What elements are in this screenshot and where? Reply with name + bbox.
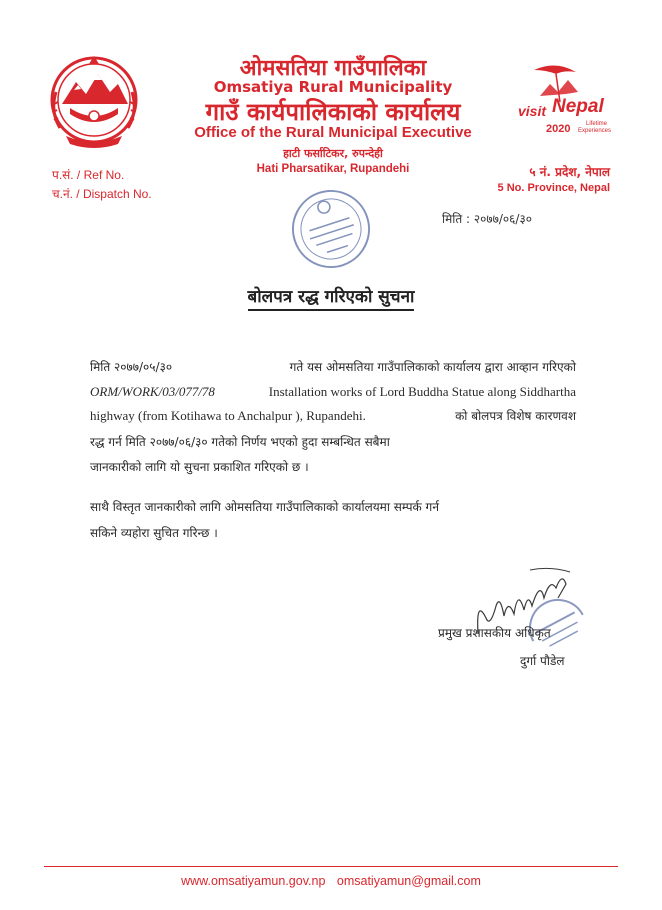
visit-tagline-2: Experiences xyxy=(578,128,612,134)
visit-word: visit xyxy=(518,103,547,119)
municipality-name-en: Omsatiya Rural Municipality xyxy=(213,78,453,96)
visit-nepal-logo xyxy=(516,62,626,136)
date-value: २०७७/०६/३० xyxy=(473,212,532,226)
address-en: Hati Pharsatikar, Rupandehi xyxy=(256,163,410,175)
office-name-en: Office of the Rural Municipal Executive xyxy=(194,124,472,141)
body-line-6: साथै विस्तृत जानकारीको लागि ओमसतिया गाउँपालिकाको कार्यालयमा सम्पर्क गर्न xyxy=(90,500,439,514)
body-l1-date: मिति २०७७/०५/३० xyxy=(90,360,173,374)
municipality-name-np: ओमसतिया गाउँपालिका xyxy=(239,56,427,81)
body-line-2 xyxy=(90,383,576,401)
office-seal-stamp xyxy=(288,186,374,272)
notice-title xyxy=(0,284,662,307)
footer-website: www.omsatiyamun.gov.np xyxy=(181,874,326,888)
nepal-emblem-icon xyxy=(48,52,140,150)
footer-contact xyxy=(0,874,662,888)
province-np: ५ नं. प्रदेश, नेपाल xyxy=(529,165,610,179)
nepal-word: Nepal xyxy=(552,96,604,117)
signatory-name: दुर्गा पौडेल xyxy=(520,654,565,668)
signatory-title: प्रमुख प्रशासकीय अधिकृत xyxy=(438,626,551,640)
footer-divider xyxy=(44,866,618,867)
dispatch-no-label: च.नं. / Dispatch No. xyxy=(52,187,152,201)
body-l3-np: को बोलपत्र विशेष कारणवश xyxy=(455,409,576,423)
footer-email: omsatiyamun@gmail.com xyxy=(336,874,481,888)
body-line-1 xyxy=(90,358,576,376)
ref-no-label: प.सं. / Ref No. xyxy=(52,168,125,182)
tender-reference: ORM/WORK/03/077/78 xyxy=(90,384,215,399)
address-np: हाटी फर्साटिकर, रुपन्देही xyxy=(283,147,383,160)
body-line-5: जानकारीको लागि यो सुचना प्रकाशित गरिएको छ । xyxy=(90,460,309,474)
date-label: मिति : xyxy=(442,212,471,226)
body-l1-rest: गते यस ओमसतिया गाउँपालिकाको कार्यालय द्वारा आव्हान गरिएको xyxy=(289,360,576,374)
province-en: 5 No. Province, Nepal xyxy=(497,182,610,194)
visit-year: 2020 xyxy=(546,123,571,135)
visit-tagline-1: Lifetime xyxy=(586,121,608,127)
body-line-3 xyxy=(90,407,576,425)
notice-title-text: बोलपत्र रद्ध गरिएको सुचना xyxy=(248,287,415,311)
body-l3-en: highway (from Kotihawa to Anchalpur ), Rupandehi. xyxy=(90,408,366,423)
body-l2-rest: Installation works of Lord Buddha Statue along Siddhartha xyxy=(268,384,576,399)
body-line-7: सकिने व्यहोरा सुचित गरिन्छ । xyxy=(90,526,218,540)
letter-date xyxy=(442,210,532,227)
office-name-np: गाउँ कार्यपालिकाको कार्यालय xyxy=(205,98,461,126)
body-line-4: रद्ध गर्न मिति २०७७/०६/३० गतेको निर्णय भएको हुदा सम्बन्धित सबैमा xyxy=(90,435,390,449)
